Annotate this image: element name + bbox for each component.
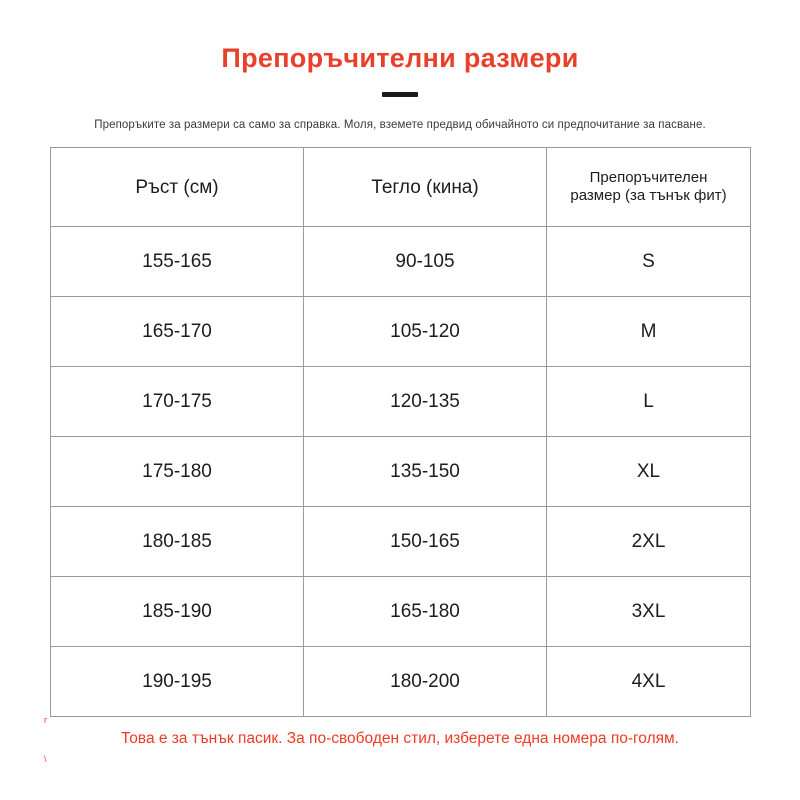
cell-weight: 90-105 bbox=[304, 227, 547, 297]
table-row bbox=[51, 647, 751, 717]
cell-size: 4XL bbox=[547, 647, 751, 717]
cell-size: M bbox=[547, 297, 751, 367]
cell-weight: 135-150 bbox=[304, 437, 547, 507]
cell-size: 2XL bbox=[547, 507, 751, 577]
cell-weight: 150-165 bbox=[304, 507, 547, 577]
cell-height: 155-165 bbox=[51, 227, 304, 297]
page-subtitle: Препоръките за размери са само за справка. Моля, вземете предвид обичайното си предпочитание за пасване. bbox=[94, 119, 706, 132]
cell-weight: 120-135 bbox=[304, 367, 547, 437]
table-row bbox=[51, 437, 751, 507]
cell-size: 3XL bbox=[547, 577, 751, 647]
cell-height: 190-195 bbox=[51, 647, 304, 717]
cell-height: 170-175 bbox=[51, 367, 304, 437]
title-divider-wrap bbox=[0, 92, 800, 97]
table-header-row bbox=[51, 148, 751, 227]
cell-size: S bbox=[547, 227, 751, 297]
title-divider bbox=[382, 92, 418, 97]
cell-height: 180-185 bbox=[51, 507, 304, 577]
size-table-wrapper bbox=[50, 147, 750, 717]
header-recommended-size-line1: Препоръчителен bbox=[589, 168, 708, 186]
table-row bbox=[51, 367, 751, 437]
table-header bbox=[51, 148, 751, 227]
cell-height: 165-170 bbox=[51, 297, 304, 367]
table-body bbox=[51, 227, 751, 717]
cell-weight: 180-200 bbox=[304, 647, 547, 717]
cell-height: 175-180 bbox=[51, 437, 304, 507]
header-weight: Тегло (кина) bbox=[304, 148, 547, 227]
footnote-text: Това е за тънък пасик. За по-свободен стил, изберете една номера по-голям. bbox=[121, 730, 679, 747]
header-recommended-size-line2: размер (за тънък фит) bbox=[570, 187, 727, 205]
table-row bbox=[51, 297, 751, 367]
stray-mark-top: г bbox=[44, 715, 48, 725]
header-height: Ръст (см) bbox=[51, 148, 304, 227]
size-table bbox=[50, 147, 751, 717]
table-row bbox=[51, 227, 751, 297]
header-recommended-size bbox=[547, 148, 751, 227]
cell-size: L bbox=[547, 367, 751, 437]
cell-size: XL bbox=[547, 437, 751, 507]
cell-height: 185-190 bbox=[51, 577, 304, 647]
table-row bbox=[51, 577, 751, 647]
cell-weight: 165-180 bbox=[304, 577, 547, 647]
table-row bbox=[51, 507, 751, 577]
cell-weight: 105-120 bbox=[304, 297, 547, 367]
page-title: Препоръчителни размери bbox=[221, 43, 579, 73]
stray-mark-bottom: \ bbox=[44, 754, 47, 764]
